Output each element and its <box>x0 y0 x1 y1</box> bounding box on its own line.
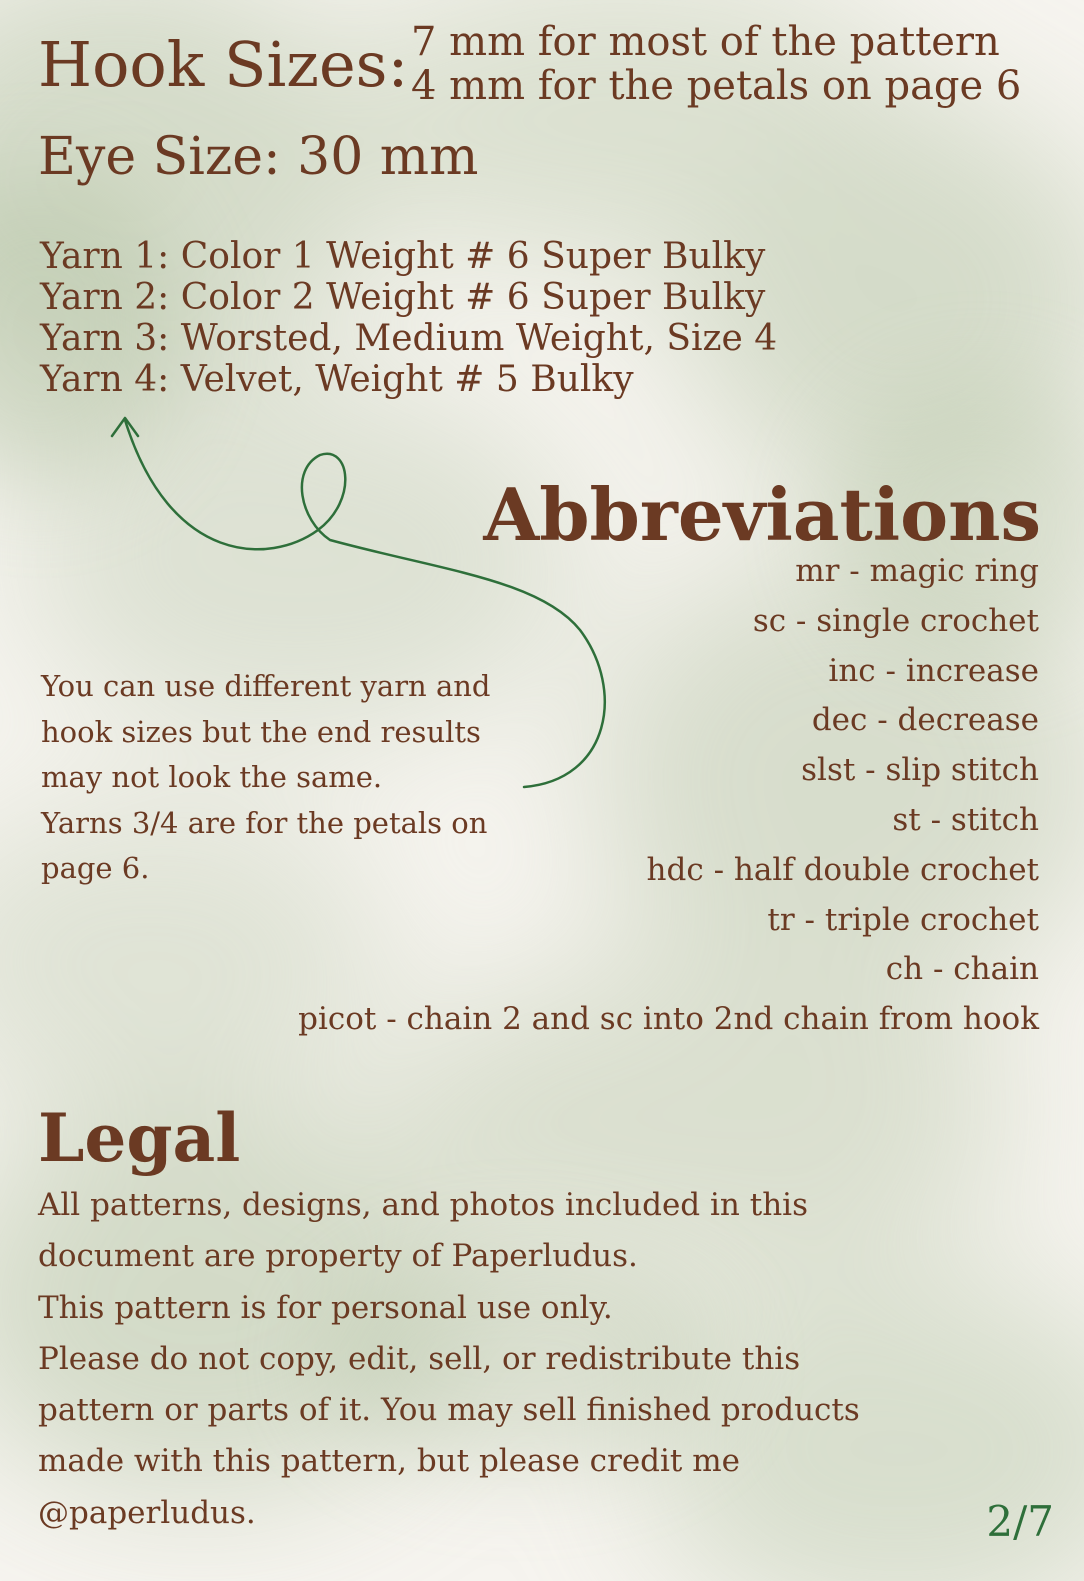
hook-size-petals: 4 mm for the petals on page 6 <box>411 63 1022 109</box>
yarn-item: Yarn 1: Color 1 Weight # 6 Super Bulky <box>40 236 766 277</box>
hook-sizes-label: Hook Sizes: <box>38 28 409 101</box>
abbreviation-item: tr - triple crochet <box>767 901 1039 938</box>
legal-line: @paperludus. <box>38 1494 256 1531</box>
legal-line: pattern or parts of it. You may sell finished products <box>38 1392 860 1429</box>
legal-line: document are property of Paperludus. <box>38 1238 638 1275</box>
abbreviations-list <box>298 547 1039 1045</box>
yarn-item: Yarn 4: Velvet, Weight # 5 Bulky <box>40 359 634 400</box>
abbreviation-item: dec - decrease <box>811 702 1039 739</box>
legal-line: Please do not copy, edit, sell, or redistribute this <box>38 1340 801 1377</box>
abbreviation-item: sc - single crochet <box>752 602 1039 639</box>
note-line: You can use different yarn and <box>41 669 491 703</box>
abbreviation-item: inc - increase <box>828 652 1039 689</box>
abbreviation-item: hdc - half double crochet <box>646 851 1039 888</box>
abbreviation-item: picot - chain 2 and sc into 2nd chain from hook <box>298 1001 1039 1038</box>
note-line: Yarns 3/4 are for the petals on <box>41 805 488 840</box>
abbreviation-item: slst - slip stitch <box>801 752 1039 789</box>
legal-line: This pattern is for personal use only. <box>38 1289 613 1326</box>
note-line: may not look the same. <box>41 760 383 794</box>
yarn-item: Yarn 3: Worsted, Medium Weight, Size 4 <box>40 318 778 359</box>
hook-size-main: 7 mm for most of the pattern <box>411 19 1000 65</box>
yarn-item: Yarn 2: Color 2 Weight # 6 Super Bulky <box>40 277 766 318</box>
eye-size: Eye Size: 30 mm <box>38 127 479 187</box>
abbreviation-item: st - stitch <box>892 801 1039 838</box>
abbreviations-title: Abbreviations <box>483 472 1041 557</box>
legal-title: Legal <box>38 1099 241 1177</box>
page-number: 2/7 <box>986 1497 1054 1546</box>
legal-line: All patterns, designs, and photos included in this <box>38 1187 808 1223</box>
legal-text <box>38 1180 1018 1539</box>
abbreviation-item: mr - magic ring <box>795 553 1039 589</box>
abbreviation-item: ch - chain <box>885 951 1039 988</box>
note-line: page 6. <box>41 851 150 885</box>
note-line: hook sizes but the end results <box>41 714 481 749</box>
legal-line: made with this pattern, but please credit me <box>38 1443 740 1480</box>
